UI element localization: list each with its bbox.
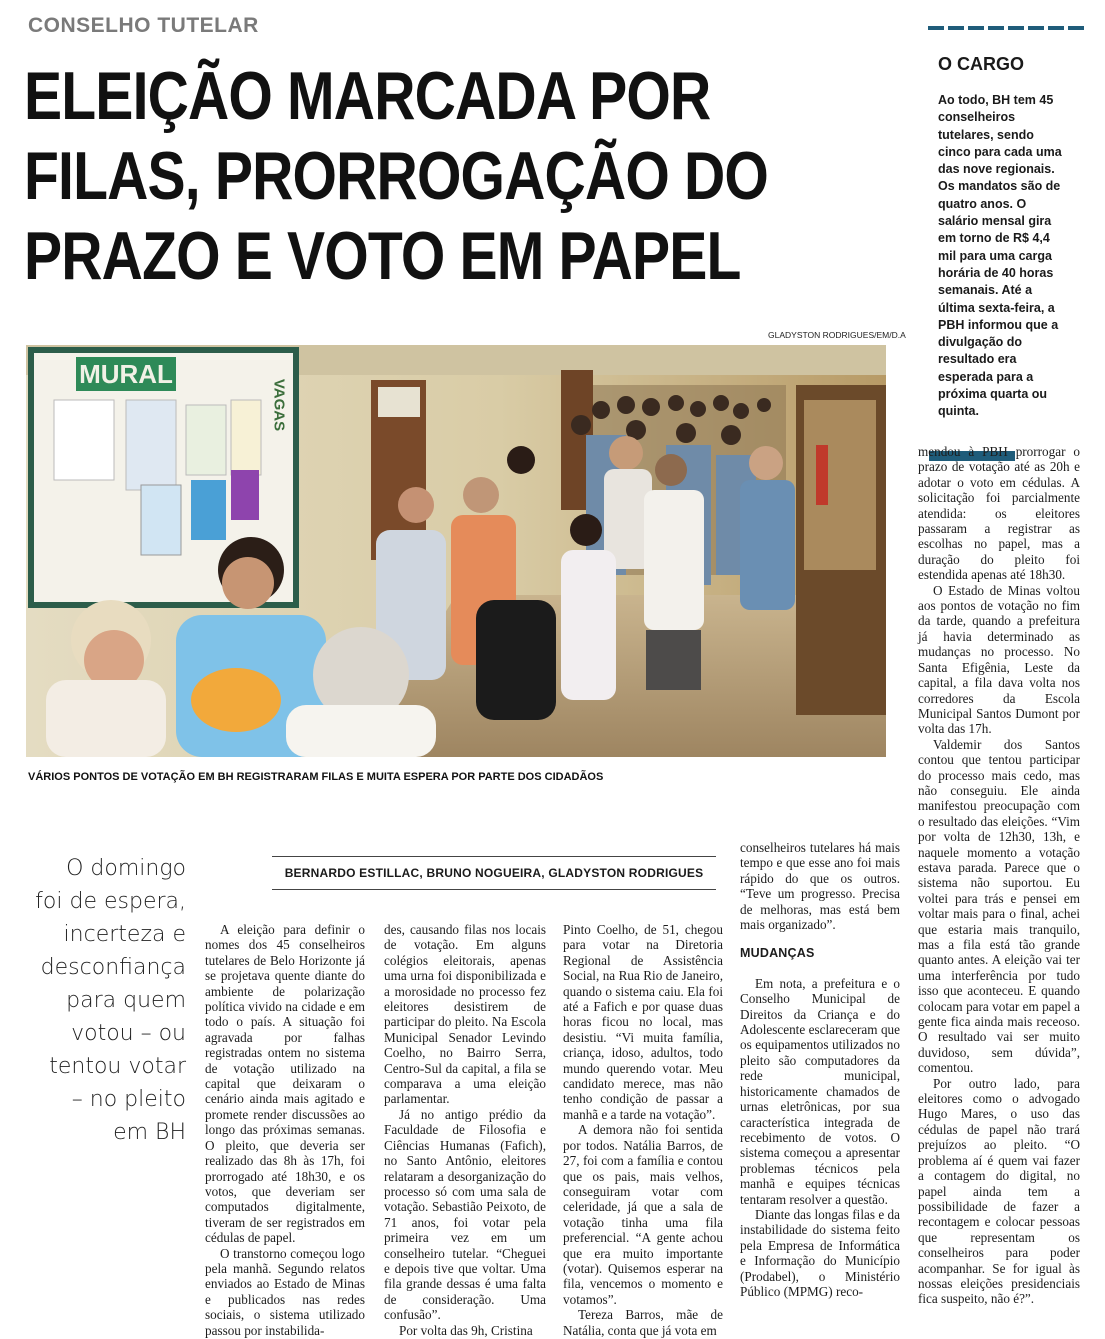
article-paragraph: Pinto Coelho, de 51, chegou para votar na Diretoria Regional de Assistência Social, na Rua Rio de Janeiro, quando o sistema caiu. Ela foi até a Fafich e por quase duas horas ficou no local, mas desistiu. “Vi muita família, criança, idoso, adultos, todo mundo querendo votar. Meu candidato merece, mas não tenho condição de passar a manhã e a tarde na votação”.	[563, 922, 723, 1122]
article-paragraph: des, causando filas nos locais de votação. Em alguns colégios eleitorais, apenas uma urna foi disponibilizada e a morosidade no processo fez eleitores desistirem de participar do pleito. Na Escola Municipal Senador Levindo Coelho, no Bairro Serra, Centro-Sul da capital, a fila se comparava a uma eleição parlamentar.	[384, 922, 546, 1107]
article-paragraph: A demora não foi sentida por todos. Natália Barros, de 27, foi com a família e contou que os pais, mais velhos, conseguiram votar com celeridade, já que a sala de votação tinha uma fila preferencial. “A gente achou que era muito importante (votar). Quisemos esperar na fila, vencemos o momento e votamos”.	[563, 1122, 723, 1307]
article-column-4	[740, 840, 900, 1299]
byline-rule-bottom	[272, 889, 716, 890]
photo-caption: VÁRIOS PONTOS DE VOTAÇÃO EM BH REGISTRARAM FILAS E MUITA ESPERA POR PARTE DOS CIDADÃOS	[28, 771, 604, 783]
pull-quote	[26, 852, 186, 1149]
board-label: MURAL	[79, 359, 173, 389]
pull-quote-line: em BH	[113, 1120, 186, 1145]
article-column-2	[384, 922, 546, 1338]
article-column-1	[205, 922, 365, 1338]
article-paragraph: mendou à PBH prorrogar o prazo de votação até as 20h e adotar o voto em cédulas. A solicitação foi parcialmente atendida: os eleitores passaram a registrar as escolhas no papel, mas a duração do pleito foi estendida apenas até 18h30.	[918, 444, 1080, 583]
photo-credit: GLADYSTON RODRIGUES/EM/D.A	[768, 330, 906, 340]
byline-rule-top	[272, 856, 716, 857]
photo-illustration	[26, 345, 886, 757]
sidebar-box	[928, 26, 1084, 461]
headline	[24, 56, 768, 296]
article-paragraph: O Estado de Minas voltou aos pontos de votação no fim da tarde, quando a prefeitura já havia determinado as mudanças no processo. No Santa Efigênia, Leste da capital, a fila dava volta nos corredores da Escola Municipal Santos Dumont por volta das 17h.	[918, 582, 1080, 737]
article-column-5	[918, 444, 1080, 1307]
section-kicker: CONSELHO TUTELAR	[28, 14, 259, 37]
headline-line-2: FILAS, PRORROGAÇÃO DO	[24, 138, 768, 214]
pull-quote-line: desconfiança	[40, 955, 186, 980]
news-photo	[26, 345, 886, 757]
article-paragraph: Valdemir dos Santos contou que tentou participar do processo mais cedo, mas não conseguiu. Ele ainda manifestou preocupação com o resultado das eleições. “Vim por volta de 12h30, 13h, e naquele momento a votação estava parada. Parece que o sistema não suportou. Eu voltei para trás e pensei em voltar mais para o final, achei que estaria mais tranquilo, mas a fila está tão grande quanto antes. A eleição vai ter uma interferência por tudo isso que aconteceu. E quando colocam para votar em papel a gente fica ainda mais receoso. O resultado vai ser muito duvidoso, sem dúvida”, comentou.	[918, 736, 1080, 1076]
pull-quote-line: votou – ou	[71, 1021, 186, 1046]
article-subhead: MUDANÇAS	[740, 946, 815, 961]
headline-line-1: ELEIÇÃO MARCADA POR	[24, 58, 711, 134]
article-paragraph: Já no antigo prédio da Faculdade de Filosofia e Ciências Humanas (Fafich), no Santo Antônio, eleitores relataram a desorganização do processo só com uma sala de votação. Sebastião Peixoto, de 71 anos, foi votar pela primeira vez em um conselheiro tutelar. “Cheguei e depois tive que voltar. Uma fila grande dessas é uma falta de consideração. Uma confusão”.	[384, 1106, 546, 1323]
article-paragraph: Diante das longas filas e da instabilidade do sistema feito pela Empresa de Informática e Informação do Município (Prodabel), o Ministério Público (MPMG) reco-	[740, 1206, 900, 1299]
article-column-3	[563, 922, 723, 1338]
article-paragraph: Tereza Barros, mãe de Natália, conta que já vota em	[563, 1307, 723, 1338]
article-paragraph: A eleição para definir o nomes dos 45 conselheiros tutelares de Belo Horizonte já se projetava quente diante do ambiente de polarização política vivido na cidade e em todo o país. A situação foi agravada por falhas registradas ontem no sistema de votação utilizado na capital que deixaram o cenário ainda mais agitado e promete render discussões ao longo das próximas semanas. O pleito, que deveria ser realizado das 8h às 17h, foi prorrogado até 18h30, e os votos, que deveriam ser computados digitalmente, tiveram de ser registrados em cédulas de papel.	[205, 922, 365, 1246]
pull-quote-line: – no pleito	[71, 1087, 186, 1112]
pull-quote-line: incerteza e	[63, 922, 186, 947]
board-side-label: VAGAS	[270, 378, 288, 432]
byline: BERNARDO ESTILLAC, BRUNO NOGUEIRA, GLADYSTON RODRIGUES	[284, 866, 704, 880]
headline-line-3: PRAZO E VOTO EM PAPEL	[24, 218, 741, 294]
article-paragraph: Em nota, a prefeitura e o Conselho Municipal de Direitos da Criança e do Adolescente esclareceram que os equipamentos utilizados no pleito são computadores da rede municipal, historicamente chamados de urnas eletrônicas, por sua característica integrada de recebimento de votos. O sistema começou a apresentar problemas técnicos pela manhã e equipes técnicas tentaram resolver a questão.	[740, 975, 900, 1207]
sidebar-top-rule	[928, 26, 1084, 30]
article-paragraph: Por outro lado, para eleitores como o advogado Hugo Mares, o uso das cédulas de papel não trará prejuízos ao pleito. “O problema aí é quem vai fazer a contagem do digital, no papel ainda tem a possibilidade de fazer a recontagem e colocar pessoas que representam os conselheiros para poder acompanhar. Se for igual às nossas eleições presidenciais fica suspeito, não é?”.	[918, 1075, 1080, 1307]
pull-quote-line: tentou votar	[49, 1054, 186, 1079]
pull-quote-line: foi de espera,	[35, 889, 186, 914]
sidebar-text: Ao todo, BH tem 45 conselheiros tutelares, sendo cinco para cada uma das nove regionais. Os mandatos são de quatro anos. O salário mensal gira em torno de R$ 4,4 mil para uma carga horária de 40 horas semanais. Até a última sexta-feira, a PBH informou que a divulgação do resultado era esperada para a próxima quarta ou quinta.	[938, 93, 1062, 419]
sidebar-title: O CARGO	[938, 54, 1025, 74]
pull-quote-line: O domingo	[66, 856, 186, 881]
pull-quote-line: para quem	[66, 988, 186, 1013]
article-paragraph: conselheiros tutelares há mais tempo e que esse ano foi mais rápido do que os outros. “Teve um progresso. Precisa de melhoras, mas está bem mais organizado”.	[740, 840, 900, 933]
article-paragraph: O transtorno começou logo pela manhã. Segundo relatos enviados ao Estado de Minas e publicados nas redes sociais, o sistema utilizado passou por instabilida-	[205, 1245, 365, 1338]
article-paragraph: Por volta das 9h, Cristina	[399, 1322, 533, 1338]
